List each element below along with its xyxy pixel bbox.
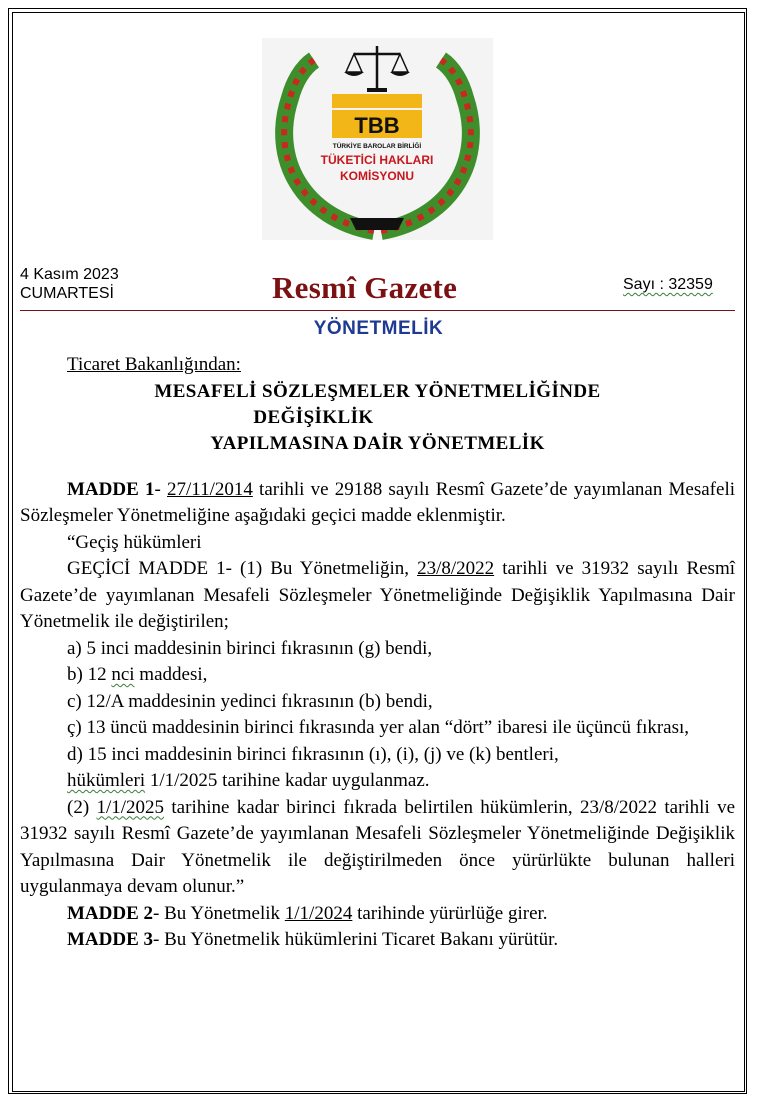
section-heading: YÖNETMELİK (313, 318, 444, 339)
para2-text: tarihine kadar birinci fıkrada belirtilen hükümlerin, 23/8/2022 tarihli ve 31932 sayılı Resmî Gazete’de yayımlanan Mesafeli Sözleşmeler Yönetmeliğinde Değişiklik Yapılmasına Dair Yönetmelik ile değiştirilmeden önce yürürlükte bulunan halleri uygulanmaya devam olunur.” (20, 796, 736, 897)
item-b-pre: b) 12 (67, 664, 112, 685)
article-2-text-b: tarihinde yürürlüğe girer. (352, 902, 548, 924)
item-d: d) 15 inci maddesinin birinci fıkrasının (ı), (i), (j) ve (k) bentleri, (67, 743, 559, 765)
gazette-weekday: CUMARTESİ (20, 285, 114, 302)
item-c: c) 12/A maddesinin yedinci fıkrasının (b) bendi, (67, 690, 433, 712)
gazette-date-text: 4 Kasım 2023 (20, 266, 119, 283)
article-3-label: MADDE 3 (67, 929, 154, 950)
para2-date: 1/1/2025 (96, 796, 165, 818)
transition-heading: “Geçiş hükümleri (67, 531, 202, 553)
ministry-name: Ticaret Bakanlığından: (67, 354, 241, 375)
provisions-rest: 1/1/2025 tarihine kadar uygulanmaz. (145, 770, 430, 791)
provisional-paragraph-2 (20, 795, 735, 901)
svg-text:KOMİSYONU: KOMİSYONU (339, 169, 415, 183)
provisional-intro-b: tarihli ve 31932 sayılı Resmî Gazete’de yayımlanan Mesafeli Sözleşmeler Yönetmeliğinde Değişiklik Yapılmasına Dair Yönetmelik ile değiştirilen; (20, 558, 736, 632)
svg-text:TÜKETİCİ HAKLARI: TÜKETİCİ HAKLARI (320, 153, 434, 167)
regulation-title-line2: DEĞİŞİKLİK (253, 406, 374, 428)
item-a: a) 5 inci maddesinin birinci fıkrasının (g) bendi, (67, 637, 433, 659)
svg-text:TBB: TBB (354, 113, 400, 138)
para2-pre: (2) (67, 796, 97, 818)
provisions-sentence (20, 768, 735, 795)
provisional-intro-a: GEÇİCİ MADDE 1- (1) Bu Yönetmeliğin, (67, 558, 418, 579)
gazette-title: Resmî Gazete (272, 270, 458, 305)
article-2-text-a: - Bu Yönetmelik (153, 902, 285, 924)
svg-text:TÜRKİYE BAROLAR BİRLİĞİ: TÜRKİYE BAROLAR BİRLİĞİ (332, 143, 422, 150)
bar-association-logo (262, 38, 493, 240)
regulation-title-line1: MESAFELİ SÖZLEŞMELER YÖNETMELİĞİNDE (154, 380, 601, 402)
article-1-date: 27/11/2014 (167, 478, 253, 500)
gazette-issue-number: Sayı : 32359 (623, 276, 713, 293)
article-3 (20, 927, 735, 954)
gazette-date (20, 265, 119, 303)
header-divider (20, 310, 735, 311)
article-1-text: tarihli ve 29188 sayılı Resmî Gazete’de yayımlanan Mesafeli Sözleşmeler Yönetmeliğine aşağıdaki geçici madde eklenmiştir. (20, 478, 736, 526)
article-1-sep: - (154, 478, 167, 500)
article-2 (20, 901, 735, 928)
article-2-label: MADDE 2 (67, 902, 154, 924)
provisional-intro-date: 23/8/2022 (417, 558, 495, 579)
ministry-line (20, 352, 735, 379)
item-b-post: maddesi, (134, 664, 208, 685)
provisional-article-intro (20, 556, 735, 636)
regulation-body (20, 352, 735, 954)
article-2-date: 1/1/2024 (284, 902, 353, 924)
article-1-label: MADDE 1 (67, 478, 155, 500)
logo-emblem-icon (262, 38, 493, 240)
article-1 (20, 477, 735, 530)
regulation-title (20, 379, 735, 457)
regulation-title-line3: YAPILMASINA DAİR YÖNETMELİK (210, 432, 545, 454)
article-3-text: - Bu Yönetmelik hükümlerini Ticaret Bakanı yürütür. (153, 929, 559, 950)
item-b-ordinal: nci (111, 664, 135, 685)
item-cc: ç) 13 üncü maddesinin birinci fıkrasında yer alan “dört” ibaresi ile üçüncü fıkrası, (67, 717, 690, 738)
item-b (20, 662, 735, 689)
provisions-word: hükümleri (67, 770, 146, 791)
